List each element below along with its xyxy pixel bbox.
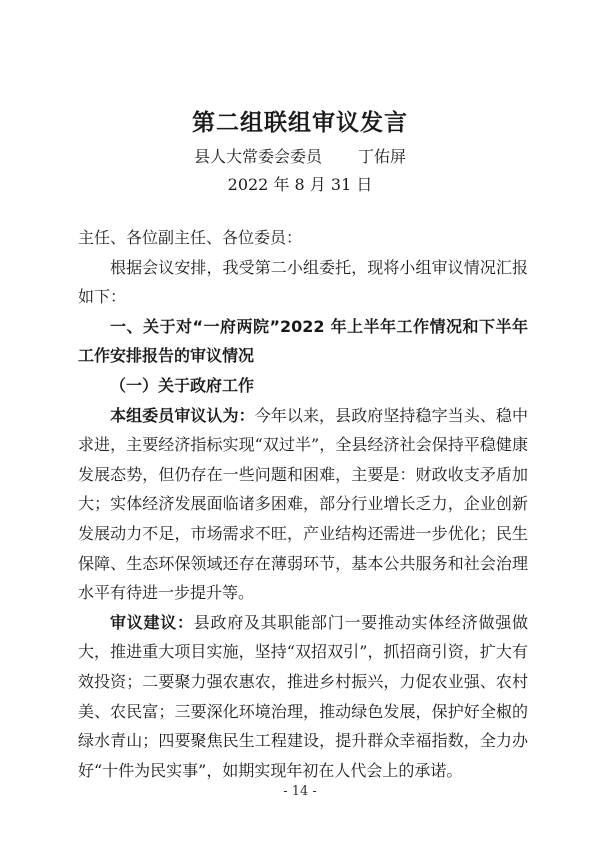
author-name: 丁佑屏 bbox=[358, 147, 407, 166]
author-line bbox=[0, 144, 600, 167]
salutation: 主任、各位副主任、各位委员： bbox=[78, 228, 303, 247]
suggestion-lead: 审议建议： bbox=[110, 612, 194, 632]
subsection-heading-1: （一）关于政府工作 bbox=[110, 375, 255, 395]
document-date: 2022 年 8 月 31 日 bbox=[227, 175, 373, 194]
author-role: 县人大常委会委员 bbox=[193, 147, 322, 166]
suggestion-text: 县政府及其职能部门一要推动实体经济做强做大，推进重大项目实施，坚持“双招双引”，抓招商引资，扩大有效投资；二要聚力强农惠农，推进乡村振兴，力促农业强、农村美、农民富；三要深化环境治理，推动绿色发展，保护好全椒的绿水青山；四要聚焦民生工程建设，提升群众幸福指数，全力办好“十件为民实事”，如期实现年初在人代会上的承诺。 bbox=[78, 612, 528, 780]
review-text: 今年以来，县政府坚持稳字当头、稳中求进，主要经济指标实现“双过半”，全县经济社会保持平稳健康发展态势，但仍存在一些问题和困难，主要是：财政收支矛盾加大；实体经济发展面临诸多困难，部分行业增长乏力，企业创新发展动力不足，市场需求不旺，产业结构还需进一步优化；民生保障、生态环保领域还存在薄弱环节，基本公共服务和社会治理水平有待进一步提升等。 bbox=[78, 405, 528, 603]
review-paragraph bbox=[78, 401, 528, 608]
document-body bbox=[78, 223, 528, 785]
intro-paragraph: 根据会议安排，我受第二小组委托，现将小组审议情况汇报如下： bbox=[78, 257, 528, 307]
section-heading-1: 一、关于对“一府两院”2022 年上半年工作情况和下半年工作安排报告的审议情况 bbox=[78, 316, 528, 366]
suggestion-paragraph bbox=[78, 608, 528, 786]
page-number: - 14 - bbox=[283, 784, 317, 799]
review-lead: 本组委员审议认为： bbox=[110, 405, 255, 425]
document-title: 第二组联组审议发言 bbox=[192, 109, 408, 136]
